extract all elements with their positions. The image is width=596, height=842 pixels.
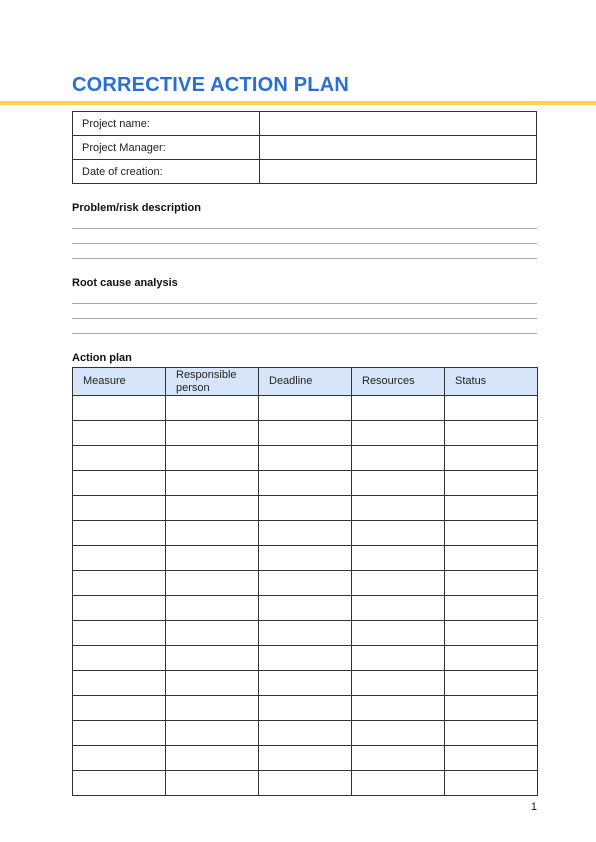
table-cell[interactable]	[445, 496, 538, 521]
table-cell[interactable]	[259, 771, 352, 796]
table-cell[interactable]	[166, 621, 259, 646]
table-cell[interactable]	[73, 596, 166, 621]
table-cell[interactable]	[259, 746, 352, 771]
table-cell[interactable]	[445, 546, 538, 571]
table-cell[interactable]	[166, 721, 259, 746]
table-cell[interactable]	[352, 521, 445, 546]
table-cell[interactable]	[73, 396, 166, 421]
table-cell[interactable]	[352, 596, 445, 621]
problem-description-heading: Problem/risk description	[72, 202, 201, 214]
table-cell[interactable]	[259, 421, 352, 446]
project-manager-row	[73, 136, 537, 160]
table-cell[interactable]	[445, 421, 538, 446]
table-cell[interactable]	[166, 521, 259, 546]
date-of-creation-value[interactable]	[260, 160, 537, 184]
column-header-measure: Measure	[73, 368, 166, 396]
table-cell[interactable]	[445, 646, 538, 671]
project-manager-value[interactable]	[260, 136, 537, 160]
project-manager-label: Project Manager:	[73, 136, 260, 160]
root-cause-writing-line[interactable]	[72, 333, 537, 334]
table-cell[interactable]	[352, 571, 445, 596]
column-header-resources: Resources	[352, 368, 445, 396]
table-row	[73, 696, 538, 721]
table-cell[interactable]	[166, 571, 259, 596]
table-row	[73, 546, 538, 571]
project-info-table	[72, 111, 537, 184]
action-plan-heading: Action plan	[72, 352, 132, 364]
table-row	[73, 496, 538, 521]
table-cell[interactable]	[73, 671, 166, 696]
table-row	[73, 421, 538, 446]
table-cell[interactable]	[166, 696, 259, 721]
table-row	[73, 596, 538, 621]
table-cell[interactable]	[352, 471, 445, 496]
table-cell[interactable]	[166, 496, 259, 521]
table-row	[73, 746, 538, 771]
table-cell[interactable]	[445, 446, 538, 471]
table-cell[interactable]	[445, 521, 538, 546]
action-plan-table	[72, 367, 538, 796]
table-cell[interactable]	[166, 746, 259, 771]
column-header-deadline: Deadline	[259, 368, 352, 396]
table-cell[interactable]	[166, 421, 259, 446]
root-cause-writing-line[interactable]	[72, 303, 537, 304]
problem-writing-line[interactable]	[72, 243, 537, 244]
table-cell[interactable]	[352, 671, 445, 696]
table-cell[interactable]	[259, 396, 352, 421]
table-row	[73, 396, 538, 421]
table-cell[interactable]	[259, 646, 352, 671]
table-cell[interactable]	[352, 771, 445, 796]
table-cell[interactable]	[259, 671, 352, 696]
table-cell[interactable]	[352, 496, 445, 521]
table-cell[interactable]	[73, 746, 166, 771]
table-cell[interactable]	[166, 771, 259, 796]
table-cell[interactable]	[259, 546, 352, 571]
table-cell[interactable]	[166, 596, 259, 621]
action-plan-header-row	[73, 368, 538, 396]
table-cell[interactable]	[166, 546, 259, 571]
table-row	[73, 521, 538, 546]
table-cell[interactable]	[73, 696, 166, 721]
table-cell[interactable]	[445, 571, 538, 596]
table-row	[73, 571, 538, 596]
table-cell[interactable]	[445, 671, 538, 696]
table-cell[interactable]	[445, 471, 538, 496]
table-cell[interactable]	[73, 621, 166, 646]
table-cell[interactable]	[73, 546, 166, 571]
table-cell[interactable]	[259, 521, 352, 546]
table-cell[interactable]	[445, 771, 538, 796]
table-row	[73, 721, 538, 746]
table-row	[73, 446, 538, 471]
date-of-creation-row	[73, 160, 537, 184]
table-cell[interactable]	[445, 721, 538, 746]
root-cause-heading: Root cause analysis	[72, 277, 178, 289]
table-cell[interactable]	[259, 571, 352, 596]
table-cell[interactable]	[259, 471, 352, 496]
project-name-value[interactable]	[260, 112, 537, 136]
table-cell[interactable]	[352, 646, 445, 671]
table-cell[interactable]	[259, 621, 352, 646]
table-cell[interactable]	[352, 446, 445, 471]
table-cell[interactable]	[352, 396, 445, 421]
table-cell[interactable]	[73, 496, 166, 521]
table-cell[interactable]	[73, 646, 166, 671]
column-header-status: Status	[445, 368, 538, 396]
table-cell[interactable]	[445, 696, 538, 721]
table-row	[73, 621, 538, 646]
table-cell[interactable]	[73, 721, 166, 746]
table-cell[interactable]	[166, 471, 259, 496]
table-cell[interactable]	[259, 446, 352, 471]
table-cell[interactable]	[352, 696, 445, 721]
column-header-responsible-person: Responsible person	[166, 368, 259, 396]
table-cell[interactable]	[166, 446, 259, 471]
root-cause-writing-line[interactable]	[72, 318, 537, 319]
project-name-label: Project name:	[73, 112, 260, 136]
table-row	[73, 771, 538, 796]
date-of-creation-label: Date of creation:	[73, 160, 260, 184]
table-cell[interactable]	[352, 746, 445, 771]
document-title: CORRECTIVE ACTION PLAN	[72, 74, 349, 96]
table-cell[interactable]	[445, 746, 538, 771]
table-cell[interactable]	[166, 396, 259, 421]
table-cell[interactable]	[352, 721, 445, 746]
table-cell[interactable]	[259, 596, 352, 621]
table-row	[73, 471, 538, 496]
problem-writing-line[interactable]	[72, 258, 537, 259]
table-cell[interactable]	[73, 421, 166, 446]
table-cell[interactable]	[259, 696, 352, 721]
table-cell[interactable]	[73, 521, 166, 546]
table-cell[interactable]	[445, 396, 538, 421]
table-cell[interactable]	[352, 546, 445, 571]
table-cell[interactable]	[445, 621, 538, 646]
table-cell[interactable]	[73, 771, 166, 796]
problem-writing-line[interactable]	[72, 228, 537, 229]
table-cell[interactable]	[73, 471, 166, 496]
table-cell[interactable]	[445, 596, 538, 621]
table-cell[interactable]	[166, 671, 259, 696]
project-name-row	[73, 112, 537, 136]
table-cell[interactable]	[73, 446, 166, 471]
table-row	[73, 671, 538, 696]
title-accent-rule	[0, 101, 596, 105]
table-cell[interactable]	[352, 421, 445, 446]
table-cell[interactable]	[73, 571, 166, 596]
table-cell[interactable]	[166, 646, 259, 671]
table-cell[interactable]	[259, 721, 352, 746]
table-cell[interactable]	[259, 496, 352, 521]
table-cell[interactable]	[352, 621, 445, 646]
table-row	[73, 646, 538, 671]
page-number: 1	[530, 801, 537, 813]
